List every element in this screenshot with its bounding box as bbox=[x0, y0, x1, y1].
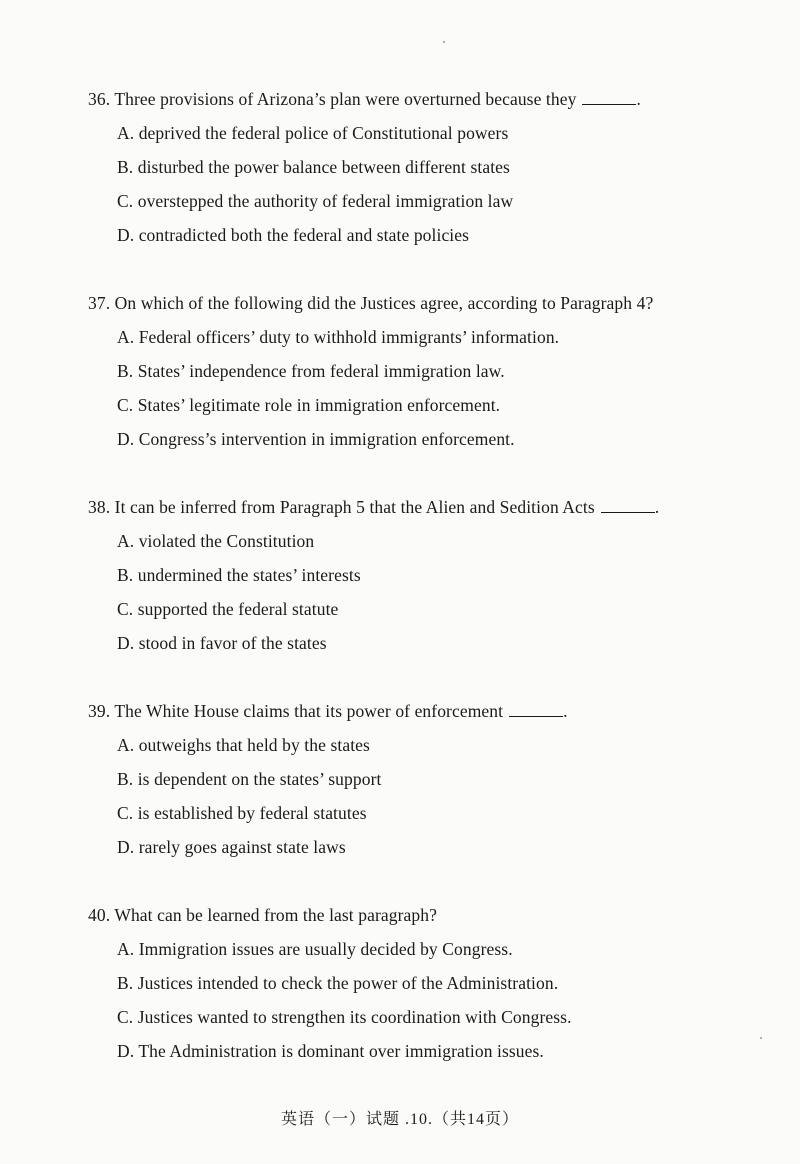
option-d: D. rarely goes against state laws bbox=[117, 837, 346, 857]
option-c: C. supported the federal statute bbox=[117, 599, 339, 619]
option-d: D. contradicted both the federal and state policies bbox=[117, 225, 470, 245]
question-36 bbox=[88, 88, 748, 246]
question-stem: 37. On which of the following did the Justices agree, according to Paragraph 4? bbox=[88, 293, 654, 313]
option-c: C. Justices wanted to strengthen its coordination with Congress. bbox=[117, 1007, 572, 1027]
option-a: A. outweighs that held by the states bbox=[117, 735, 370, 755]
question-38 bbox=[88, 496, 748, 654]
option-b: B. is dependent on the states’ support bbox=[117, 769, 382, 789]
option-b: B. disturbed the power balance between different states bbox=[117, 157, 510, 177]
scan-speck bbox=[443, 41, 445, 43]
option-list bbox=[88, 938, 748, 1062]
question-stem: 40. What can be learned from the last paragraph? bbox=[88, 905, 437, 925]
option-c: C. is established by federal statutes bbox=[117, 803, 367, 823]
answer-blank bbox=[582, 90, 636, 105]
option-list bbox=[88, 122, 748, 246]
option-c: C. States’ legitimate role in immigration enforcement. bbox=[117, 395, 501, 415]
question-stem: 36. Three provisions of Arizona’s plan were overturned because they . bbox=[88, 89, 641, 109]
option-a: A. deprived the federal police of Constitutional powers bbox=[117, 123, 509, 143]
question-37 bbox=[88, 292, 748, 450]
option-d: D. The Administration is dominant over immigration issues. bbox=[117, 1041, 544, 1061]
option-b: B. Justices intended to check the power of the Administration. bbox=[117, 973, 559, 993]
option-list bbox=[88, 734, 748, 858]
page-footer: 英语（一）试题 .10.（共14页） bbox=[280, 1111, 519, 1128]
option-b: B. States’ independence from federal immigration law. bbox=[117, 361, 505, 381]
question-39 bbox=[88, 700, 748, 858]
option-d: D. stood in favor of the states bbox=[117, 633, 327, 653]
option-a: A. Federal officers’ duty to withhold immigrants’ information. bbox=[117, 327, 560, 347]
option-b: B. undermined the states’ interests bbox=[117, 565, 361, 585]
scan-speck bbox=[760, 1037, 762, 1039]
option-a: A. Immigration issues are usually decided by Congress. bbox=[117, 939, 513, 959]
question-40 bbox=[88, 904, 748, 1062]
answer-blank bbox=[601, 498, 655, 513]
option-a: A. violated the Constitution bbox=[117, 531, 315, 551]
option-d: D. Congress’s intervention in immigration enforcement. bbox=[117, 429, 515, 449]
question-stem: 39. The White House claims that its power of enforcement . bbox=[88, 701, 568, 721]
question-stem: 38. It can be inferred from Paragraph 5 that the Alien and Sedition Acts . bbox=[88, 497, 660, 517]
answer-blank bbox=[509, 702, 563, 717]
option-c: C. overstepped the authority of federal immigration law bbox=[117, 191, 514, 211]
option-list bbox=[88, 326, 748, 450]
option-list bbox=[88, 530, 748, 654]
